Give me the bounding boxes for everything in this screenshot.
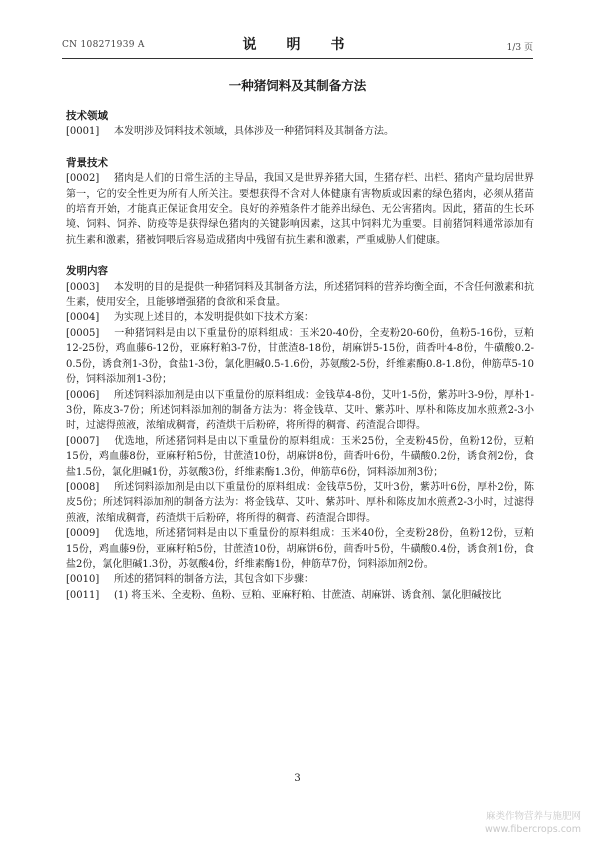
paragraph-number: [0001] — [66, 126, 100, 138]
paragraph — [66, 124, 534, 139]
page-header — [62, 34, 533, 56]
paragraph-number: [0005] — [66, 327, 100, 339]
paragraph-text: 所述饲料添加剂是由以下重量份的原料组成：金钱草4-8份，艾叶1-5份，紫苏叶3-9份，厚朴1-3份，陈皮3-7份；所述饲料添加剂的制备方法为：将金钱草、艾叶、紫苏叶、厚朴和陈皮加水煎煮2-3小时，过滤得煎液，浓缩成稠膏，药渣烘干后粉碎，将所得的稠膏、药渣混合即得。 — [66, 389, 534, 432]
paragraph-text: 所述的猪饲料的制备方法，其包含如下步骤： — [114, 574, 314, 586]
paragraph — [66, 572, 534, 587]
paragraph-number: [0011] — [66, 589, 100, 601]
paragraph-text: 所述饲料添加剂是由以下重量份的原料组成：金钱草5份，艾叶3份，紫苏叶6份，厚朴2份，陈皮5份；所述饲料添加剂的制备方法为：将金钱草、艾叶、紫苏叶、厚朴和陈皮加水煎煮2-3小时，过滤得煎液，浓缩成稠膏，药渣烘干后粉碎，将所得的稠膏、药渣混合即得。 — [66, 481, 534, 524]
doc-type: 说 明 书 — [242, 37, 353, 53]
paragraph — [66, 480, 534, 526]
page-of: 1/3 页 — [506, 43, 533, 53]
paragraph — [66, 326, 534, 388]
section-heading: 背景技术 — [66, 156, 108, 169]
paragraph — [66, 434, 534, 480]
paragraph — [66, 588, 534, 603]
header-rule — [62, 58, 533, 59]
paragraph-text: 优选地，所述猪饲料是由以下重量份的原料组成：玉米40份，全麦粉28份，鱼粉12份，豆粕15份，鸡血藤9份，亚麻籽粕5份，甘蔗渣10份，胡麻饼6份，茴香叶5份，牛磺酸0.4份，诱食剂1份，食盐2份，氯化胆碱1.3份，苏氨酸4份，纤维素酶1份，伸筋草7份，饲料添加剂2份。 — [66, 528, 534, 570]
paragraph-number: [0010] — [66, 574, 100, 586]
section-heading: 发明内容 — [66, 265, 108, 278]
section-heading: 技术领域 — [66, 110, 108, 122]
paragraph-number: [0002] — [66, 173, 100, 185]
watermark — [485, 810, 581, 836]
paragraph — [66, 171, 534, 248]
paragraph-number: [0009] — [66, 528, 100, 540]
paragraph — [66, 526, 534, 572]
document-title: 一种猪饲料及其制备方法 — [228, 78, 367, 93]
paragraph-text: 为实现上述目的，本发明提供如下技术方案： — [114, 312, 314, 324]
document-body — [66, 109, 534, 603]
paragraph-number: [0006] — [66, 389, 100, 401]
paragraph — [66, 388, 534, 434]
paragraph-number: [0004] — [66, 312, 100, 324]
paragraph-text: 猪肉是人们的日常生活的主导品，我国又是世界养猪大国，生猪存栏、出栏、猪肉产量均居世界第一，它的安全性更为所有人所关注。要想获得不含对人体健康有害物质或因素的绿色猪肉，必须从猪苗的培育开始，才能真正保证食用安全。良好的养殖条件才能养出绿色、无公害猪肉。因此，猪苗的生长环境、饲料、饲养、防疫等是获得绿色猪肉的关键影响因素，这其中饲料尤为重要。目前猪饲料通常添加有抗生素和激素，猪被饲喂后容易造成猪肉中残留有抗生素和激素，严重威胁人们健康。 — [66, 173, 534, 246]
page-number: 3 — [294, 773, 301, 784]
doc-number: CN 108271939 A — [62, 40, 145, 50]
paragraph-text: 本发明涉及饲料技术领域，具体涉及一种猪饲料及其制备方法。 — [114, 126, 394, 138]
paragraph-text: (1) 将玉米、全麦粉、鱼粉、豆粕、亚麻籽粕、甘蔗渣、胡麻饼、诱食剂、氯化胆碱按比 — [114, 589, 502, 601]
paragraph-text: 本发明的目的是提供一种猪饲料及其制备方法，所述猪饲料的营养均衡全面，不含任何激素和抗生素，使用安全，且能够增强猪的食欲和采食量。 — [66, 281, 534, 309]
paragraph-number: [0008] — [66, 481, 100, 493]
paragraph-text: 优选地，所述猪饲料是由以下重量份的原料组成：玉米25份，全麦粉45份，鱼粉12份，豆粕15份，鸡血藤8份，亚麻籽粕5份，甘蔗渣10份，胡麻饼8份，茴香叶6份，牛磺酸0.2份，诱食剂2份，食盐1.5份，氯化胆碱1份，苏氨酸3份，纤维素酶1.3份，伸筋草6份，饲料添加剂3份； — [66, 435, 534, 478]
watermark-url: www.fibercrops.com — [484, 824, 581, 835]
watermark-line: 麻类作物营养与施肥网 — [485, 811, 581, 822]
paragraph-text: 一种猪饲料是由以下重量份的原料组成：玉米20-40份，全麦粉20-60份，鱼粉5-16份，豆粕12-25份，鸡血藤6-12份，亚麻籽粕3-7份，甘蔗渣8-18份，胡麻饼5-15份，茴香叶4-8份，牛磺酸0.2-0.5份，诱食剂1-3份，食盐1-3份，氯化胆碱0.5-1.6份，苏氨酸2-5份，纤维素酶0.8-1.8份，伸筋草5-10份，饲料添加剂1-3份； — [66, 327, 534, 386]
paragraph — [66, 310, 534, 325]
paragraph — [66, 280, 534, 311]
paragraph-number: [0003] — [66, 281, 100, 293]
paragraph-number: [0007] — [66, 435, 100, 447]
